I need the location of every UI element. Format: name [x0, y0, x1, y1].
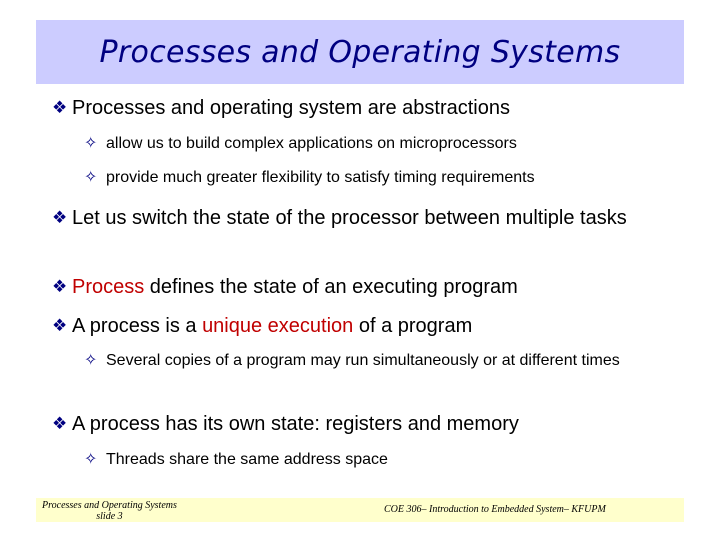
subbullet-threads: [0, 450, 720, 470]
bullet-text-pre: A process is a: [72, 315, 203, 337]
bullet-text: A process has its own state: registers and memory: [72, 413, 519, 435]
highlight-unique-execution: unique execution: [202, 315, 354, 337]
star-bullet-icon: ✧: [84, 169, 98, 186]
subbullet-complex-apps: [0, 134, 720, 154]
bullet-text: [72, 275, 684, 299]
footer-slide-topic: Processes and Operating Systems: [42, 500, 177, 511]
bullet-text-rest: defines the state of an executing program: [144, 276, 518, 298]
diamond-bullet-icon: ❖: [52, 316, 68, 335]
star-bullet-icon: ✧: [84, 135, 98, 152]
bullet-abstractions: [0, 96, 720, 120]
diamond-bullet-icon: ❖: [52, 208, 68, 227]
subbullet-text: Threads share the same address space: [106, 451, 388, 468]
title-bar: [36, 20, 684, 84]
subbullet-text: allow us to build complex applications on microprocessors: [106, 135, 517, 152]
bullet-unique-execution: [0, 314, 720, 338]
slide-footer: [36, 498, 684, 522]
diamond-bullet-icon: ❖: [52, 414, 68, 433]
bullet-text: Processes and operating system are abstractions: [72, 97, 510, 119]
star-bullet-icon: ✧: [84, 352, 98, 369]
diamond-bullet-icon: ❖: [52, 277, 68, 296]
highlight-process: Process: [72, 276, 145, 298]
bullet-switch-state: [0, 206, 720, 254]
footer-course: COE 306– Introduction to Embedded System– KFUPM: [384, 504, 606, 515]
subbullet-text: provide much greater flexibility to satisfy timing requirements: [106, 169, 535, 186]
bullet-text: Let us switch the state of the processor between multiple tasks: [72, 207, 627, 229]
slide-title: Processes and Operating Systems: [99, 34, 621, 70]
star-bullet-icon: ✧: [84, 451, 98, 468]
subbullet-flexibility: [0, 168, 720, 188]
diamond-bullet-icon: ❖: [52, 98, 68, 117]
bullet-process-definition: [0, 275, 720, 299]
bullet-text: [72, 314, 684, 338]
footer-left: [42, 500, 177, 522]
subbullet-several-copies: [0, 351, 720, 391]
subbullet-text: Several copies of a program may run simultaneously or at different times: [106, 352, 620, 369]
bullet-own-state: [0, 412, 720, 436]
footer-slide-number: slide 3: [96, 511, 123, 522]
bullet-text-post: of a program: [353, 315, 473, 337]
